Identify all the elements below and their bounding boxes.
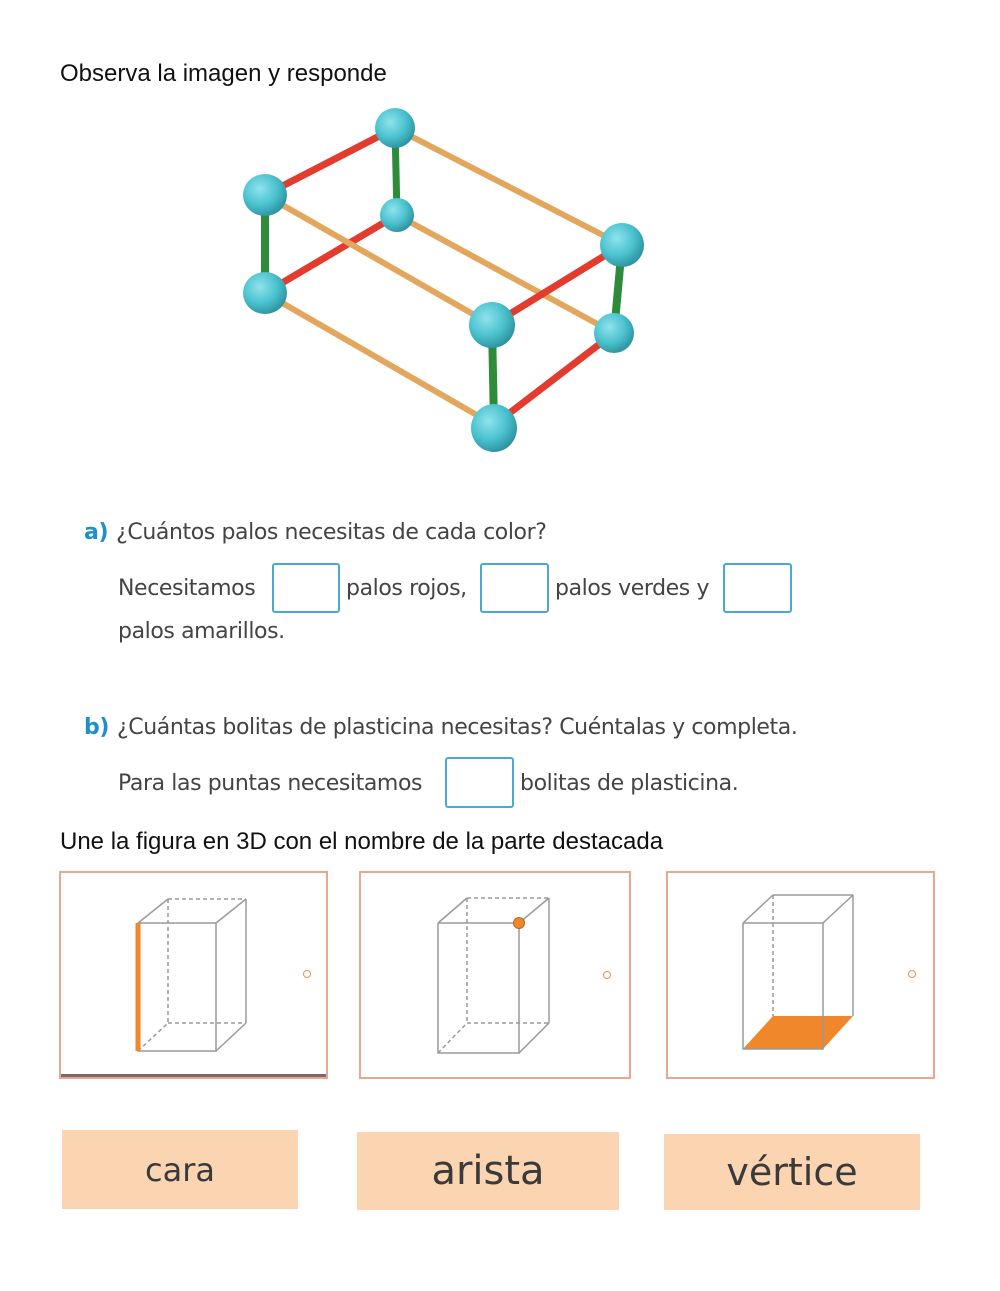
question-a-text-1: Necesitamos	[118, 576, 256, 601]
stick-prism-illustration	[225, 105, 665, 465]
match-dot[interactable]	[603, 971, 611, 979]
question-a-text-3: palos verdes y	[555, 576, 710, 601]
word-card-vertice[interactable]: vértice	[664, 1134, 920, 1210]
match-dot[interactable]	[303, 970, 311, 978]
word-card-cara[interactable]: cara	[62, 1130, 298, 1209]
highlighted-vertex	[514, 918, 525, 929]
observe-instruction: Observa la imagen y responde	[60, 60, 387, 87]
question-b-text-2: bolitas de plasticina.	[520, 771, 739, 796]
figure-panel-vertex	[359, 871, 631, 1079]
figure-panel-edge	[59, 871, 328, 1079]
prism-face-figure	[668, 873, 933, 1077]
prism-vertex-figure	[361, 873, 629, 1077]
match-dot[interactable]	[908, 970, 916, 978]
prism-edge-figure	[61, 873, 326, 1077]
question-b	[84, 715, 797, 740]
question-b-text-1: Para las puntas necesitamos	[118, 771, 423, 796]
yellow-sticks-input[interactable]	[723, 563, 792, 613]
question-a	[84, 520, 547, 545]
red-sticks-input[interactable]	[272, 563, 340, 613]
match-instruction: Une la figura en 3D con el nombre de la parte destacada	[60, 828, 664, 855]
word-card-arista[interactable]: arista	[357, 1132, 619, 1210]
green-sticks-input[interactable]	[480, 563, 549, 613]
question-a-text-2: palos rojos,	[346, 576, 467, 601]
question-b-label: b)	[84, 715, 110, 740]
question-b-prompt: ¿Cuántas bolitas de plasticina necesitas? Cuéntalas y completa.	[117, 715, 798, 740]
question-a-label: a)	[84, 520, 109, 545]
figure-panel-face	[666, 871, 935, 1079]
question-a-prompt: ¿Cuántos palos necesitas de cada color?	[116, 520, 547, 545]
balls-input[interactable]	[445, 757, 514, 808]
plasticine-balls	[243, 108, 644, 452]
question-a-text-4: palos amarillos.	[118, 619, 285, 644]
highlighted-face	[743, 1016, 853, 1049]
